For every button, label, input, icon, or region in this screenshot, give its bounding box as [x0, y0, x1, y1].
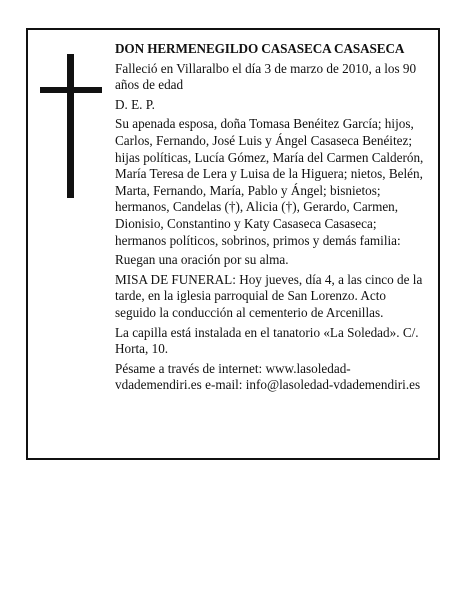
funeral-mass-details: MISA DE FUNERAL: Hoy jueves, día 4, a las cinco de la tarde, en la iglesia parroquial de San Lorenzo. Acto seguido la conducción al cementerio de Arcenillas.	[115, 271, 423, 320]
rest-in-peace: D. E. P.	[115, 96, 155, 112]
prayer-request: Ruegan una oración por su alma.	[115, 252, 289, 268]
family-list: Su apenada esposa, doña Tomasa Benéitez García; hijos, Carlos, Fernando, José Luis y Ángel Casaseca Benéitez; hijas políticas, Lucía Gómez, María del Carmen Calderón, María Teresa de Lera y Luisa de la Higuera; nietos, Belén, Marta, Fernando, María, Pablo y Ángel; bisnietos; hermanos, Candelas (†), Alicia (†), Gerardo, Carmen, Dionisio, Constantino y Katy Casaseca Casaseca; hermanos políticos, sobrinos, primos y demás familia:	[115, 116, 424, 248]
latin-cross-icon	[40, 54, 102, 198]
death-details: Falleció en Villaralbo el día 3 de marzo de 2010, a los 90 años de edad	[115, 60, 417, 93]
obituary-notice	[26, 28, 440, 460]
chapel-location: La capilla está instalada en el tanatorio «La Soledad». C/. Horta, 10.	[115, 324, 419, 357]
online-condolences: Pésame a través de internet: www.lasoledad-vdademendiri.es e-mail: info@lasoledad-vdademendiri.es	[115, 360, 421, 393]
cross-horizontal-bar	[40, 87, 102, 93]
cross-vertical-bar	[67, 54, 74, 198]
deceased-name: DON HERMENEGILDO CASASECA CASASECA	[115, 41, 405, 56]
obituary-text	[115, 41, 425, 397]
